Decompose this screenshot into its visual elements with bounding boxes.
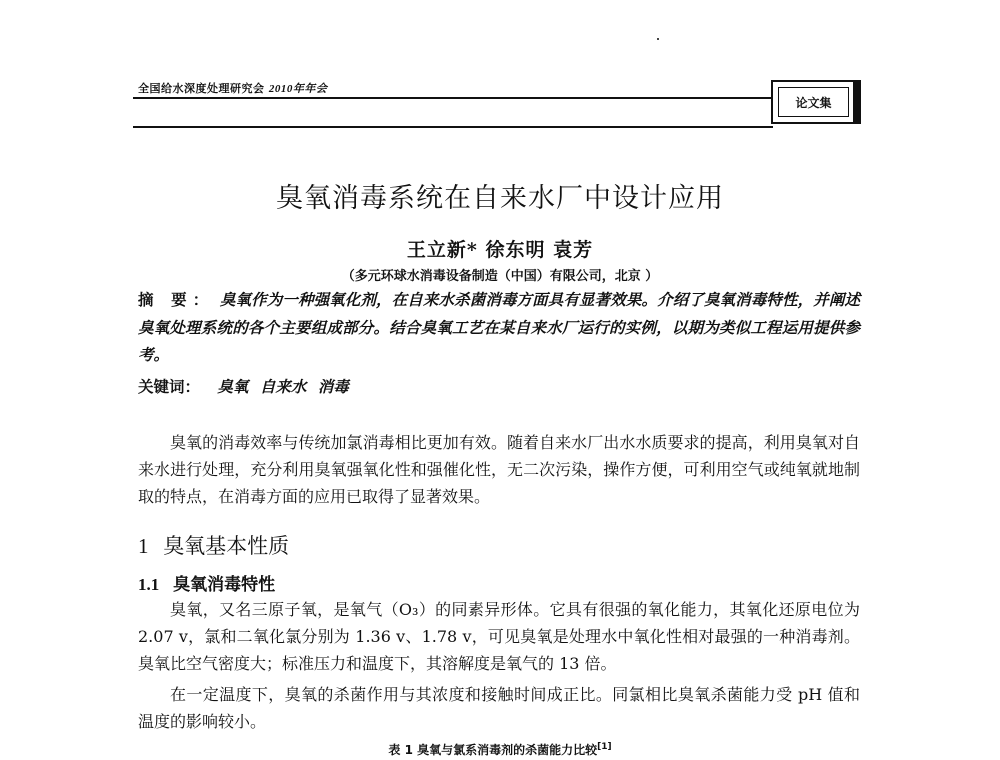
scan-speck (657, 38, 659, 40)
section-1-number: 1 (138, 534, 149, 558)
section-label-box (771, 80, 861, 124)
header-rule-bottom (133, 126, 773, 128)
section-label-tab (853, 80, 861, 124)
running-header (138, 80, 327, 96)
article-authors: 王立新* 徐东明 袁芳 (406, 239, 594, 261)
intro-paragraph: 臭氧的消毒效率与传统加氯消毒相比更加有效。随着自来水厂出水水质要求的提高，利用臭氧对自来水进行处理，充分利用臭氧强氧化性和强催化性，无二次污染，操作方便，可利用空气或纯氧就地制取的特点，在消毒方面的应用已取得了显著效果。 (138, 433, 860, 506)
running-header-year: 2010年年会 (268, 83, 328, 95)
keywords (138, 373, 860, 401)
section-1-1-heading (138, 570, 275, 595)
abstract (138, 286, 860, 368)
section-1-heading (138, 530, 289, 560)
section-1-title: 臭氧基本性质 (163, 534, 290, 558)
header-rule-top (133, 97, 773, 99)
running-header-title: 全国给水深度处理研究会 (138, 82, 265, 95)
table-caption-text: 表 1 臭氧与氯系消毒剂的杀菌能力比较 (388, 743, 598, 757)
section-1-1-number: 1.1 (138, 575, 160, 594)
keywords-text: 臭氧 自来水 消毒 (217, 377, 349, 396)
ozone-properties-paragraph: 臭氧，又名三原子氧，是氧气（O₃）的同素异形体。它具有很强的氧化能力，其氧化还原电位为 2.07 v，氯和二氧化氯分别为 1.36 v、1.78 v，可见臭氧是处理水中氧化性相对最强的一种消毒剂。臭氧比空气密度大；标准压力和温度下，其溶解度是氧气的 13 倍。 (138, 600, 860, 673)
article-title: 臭氧消毒系统在自来水厂中设计应用 (276, 183, 724, 214)
abstract-label: 摘 要： (138, 291, 215, 309)
table-caption-ref: [1] (597, 742, 612, 752)
section-1-1-title: 臭氧消毒特性 (173, 575, 276, 595)
article-affiliation: （多元环球水消毒设备制造（中国）有限公司，北京 ） (341, 269, 659, 284)
section-label: 论文集 (778, 87, 849, 117)
table-caption (0, 741, 1000, 758)
ozone-sterilization-paragraph: 在一定温度下，臭氧的杀菌作用与其浓度和接触时间成正比。同氯相比臭氧杀菌能力受 pH 值和温度的影响较小。 (138, 685, 860, 731)
keywords-label: 关键词： (138, 378, 201, 396)
abstract-text: 臭氧作为一种强氧化剂，在自来水杀菌消毒方面具有显著效果。介绍了臭氧消毒特性，并阐述臭氧处理系统的各个主要组成部分。结合臭氧工艺在某自来水厂运行的实例，以期为类似工程运用提供参考。 (138, 290, 860, 364)
